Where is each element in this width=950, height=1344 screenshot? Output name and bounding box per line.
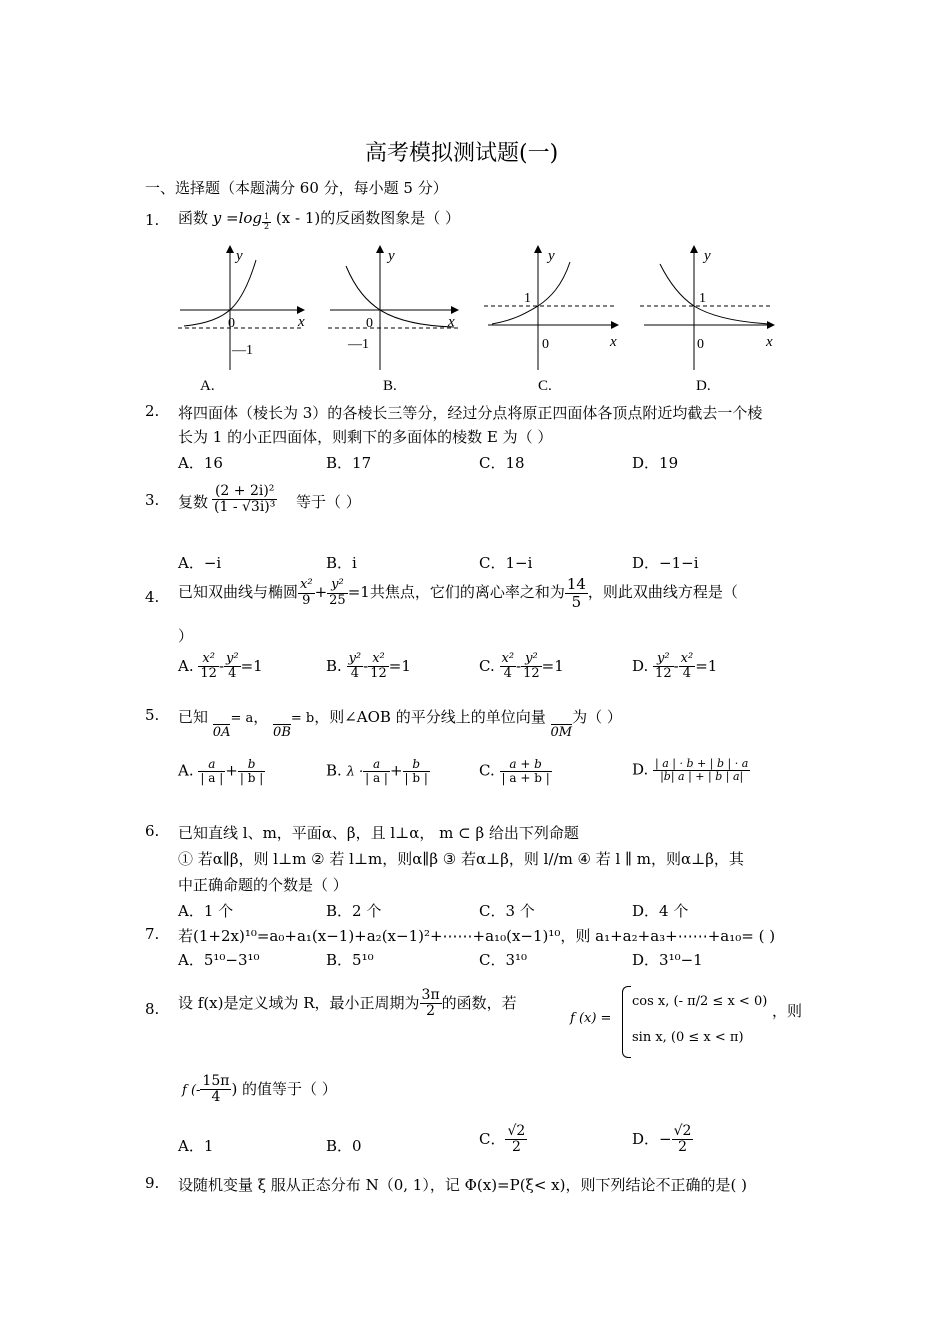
q5-option-d: D. $\frac{| a | \cdot b + | b | \cdot a}{|b| a | + | b | a|}$ xyxy=(632,757,749,784)
q4-option-b: B. $\frac{\text{y²}}{4}$ - $\frac{\text{x²}}{12}$ =1 xyxy=(326,651,411,682)
graph-d-y-label: y xyxy=(704,248,711,264)
graph-d-x-label: x xyxy=(766,334,773,350)
q6-option-d: D．4 个 xyxy=(632,902,689,920)
q3-stem-b: 等于（ ） xyxy=(296,493,361,511)
q1-formula-arg: (x - 1) xyxy=(275,209,321,227)
graph-a-y-label: y xyxy=(236,248,243,264)
q6-line2: ① 若α∥β，则 l⊥m ② 若 l⊥m，则α∥β ③ 若α⊥β，则 l//m ④ 若 l ∥ m，则α⊥β，其 xyxy=(178,850,744,868)
q1-stem-b: 的反函数图象是（ ） xyxy=(320,209,461,227)
q2-option-d: D．19 xyxy=(632,454,679,472)
q8-brace xyxy=(622,986,631,1058)
q2-option-c: C．18 xyxy=(479,454,525,472)
q4-option-a: A. $\frac{\text{x²}}{12}$ - $\frac{\text{y²}}{4}$ =1 xyxy=(178,651,263,682)
q2-number: 2. xyxy=(145,402,160,420)
q6-line1: 已知直线 l、m，平面α、β，且 l⊥α， m ⊂ β 给出下列命题 xyxy=(178,824,579,842)
graph-c-origin: 0 xyxy=(542,337,549,352)
q8-stem-c: ，则 xyxy=(772,1002,803,1020)
q5-option-a: A. $\frac{a}{| a |}$ + $\frac{b}{| b |}$ xyxy=(178,757,264,786)
q9-stem: 设随机变量 ξ 服从正态分布 N（0, 1），记 Φ(x)=P(ξ< x)，则下列结论不正确的是( ) xyxy=(178,1176,747,1194)
q5-stem: 已知 0A= a， 0B= b，则∠AOB 的平分线上的单位向量 0M为（ ） xyxy=(178,708,622,740)
q4-stem-b: 共焦点，它们的离心率之和为 xyxy=(369,583,565,601)
q7-option-a: A．5¹⁰−3¹⁰ xyxy=(178,951,260,969)
q3-numerator: (2 + 2i)² xyxy=(212,484,277,500)
q4-stem-c: ，则此双曲线方程是（ xyxy=(587,583,738,601)
q2-line1: 将四面体（棱长为 3）的各棱长三等分，经过分点将原正四面体各顶点附近均截去一个棱 xyxy=(178,404,763,422)
graph-a-mark: —1 xyxy=(232,343,253,358)
q9-number: 9. xyxy=(145,1174,160,1192)
graph-b xyxy=(328,246,458,394)
graph-a-x-label: x xyxy=(298,314,305,330)
q1-stem xyxy=(178,207,460,232)
graph-d-letter: D. xyxy=(696,378,711,394)
graph-b-y-label: y xyxy=(388,248,395,264)
q7-number: 7. xyxy=(145,925,160,943)
q1-stem-a: 函数 xyxy=(178,209,209,227)
graph-a xyxy=(178,246,305,394)
graph-b-letter: B. xyxy=(383,378,397,394)
graph-a-origin: 0 xyxy=(228,316,235,331)
graph-c-letter: C. xyxy=(538,378,552,394)
q4-option-c: C. $\frac{\text{x²}}{4}$ - $\frac{\text{y²}}{12}$ =1 xyxy=(479,651,564,682)
graph-b-origin: 0 xyxy=(366,316,373,331)
graph-c-y-label: y xyxy=(548,248,555,264)
q6-line3: 中正确命题的个数是（ ） xyxy=(178,876,348,894)
page-title: 高考模拟测试题(一) xyxy=(365,141,559,166)
q4-option-d: D. $\frac{\text{y²}}{12}$ - $\frac{\text{x²}}{4}$ =1 xyxy=(632,651,718,682)
q5-vector-oa: 0A xyxy=(212,725,231,740)
q3-denominator: (1 - √3i)³ xyxy=(214,499,276,516)
q4-number: 4. xyxy=(145,588,160,606)
q3-option-b: B．i xyxy=(326,554,357,572)
q5-option-b: B. λ · $\frac{a}{| a |}$ + $\frac{b}{| b |}$ xyxy=(326,757,428,786)
graph-b-x-label: x xyxy=(448,314,455,330)
q3-number: 3. xyxy=(145,491,160,509)
q8-case2: sin x, (0 ≤ x < π) xyxy=(632,1030,744,1045)
q8-option-d: D．− $\frac{√2}{2}$ xyxy=(632,1123,692,1156)
q1-base-fraction: $\frac{1}{2}$ xyxy=(264,212,270,231)
q2-line2: 长为 1 的小正四面体，则剩下的多面体的棱数 E 为（ ） xyxy=(178,428,553,446)
q6-option-a: A．1 个 xyxy=(178,902,234,920)
q3-option-a: A．−i xyxy=(178,554,222,572)
q7-option-c: C．3¹⁰ xyxy=(479,951,528,969)
graph-c-mark: 1 xyxy=(524,291,531,306)
q8-number: 8. xyxy=(145,1000,160,1018)
graph-c-x-label: x xyxy=(610,334,617,350)
q8-stem: 设 f(x)是定义域为 R，最小正周期为 $\frac{3\pi}{2}$ 的函数，若 xyxy=(178,987,517,1020)
q6-option-b: B．2 个 xyxy=(326,902,382,920)
q3-option-d: D．−1−i xyxy=(632,554,699,572)
q3-fraction xyxy=(212,484,277,516)
q4-stem-d: ） xyxy=(178,627,194,645)
q1-graphs xyxy=(170,240,790,400)
section-heading: 一、选择题（本题满分 60 分，每小题 5 分） xyxy=(145,179,448,197)
q1-number: 1. xyxy=(145,211,160,229)
graph-d-origin: 0 xyxy=(697,337,704,352)
q5-vector-om: 0M xyxy=(550,725,573,740)
q4-stem: 已知双曲线与椭圆 $\frac{\text{x²}}{9}$ + $\frac{\text{y²}}{25}$ =1共焦点，它们的离心率之和为 $\frac{14}{5}$ ，则此双曲线方程是（ xyxy=(178,575,738,611)
q7-option-b: B．5¹⁰ xyxy=(326,951,374,969)
q8-option-b: B．0 xyxy=(326,1137,362,1155)
q8-line2: f (- $\frac{15\pi}{4}$ ) 的值等于（ ） xyxy=(182,1073,337,1106)
q3-stem-a: 复数 xyxy=(178,493,209,511)
q8-case1: cos x, (- π/2 ≤ x < 0) xyxy=(632,994,768,1009)
q7-stem: 若(1+2x)¹⁰=a₀+a₁(x−1)+a₂(x−1)²+⋯⋯+a₁₀(x−1)¹⁰，则 a₁+a₂+a₃+⋯⋯+a₁₀= ( ) xyxy=(178,927,776,945)
q5-number: 5. xyxy=(145,706,160,724)
graph-c xyxy=(484,246,618,394)
q8-fx: f (x) = xyxy=(570,1011,612,1026)
q3-option-c: C．1−i xyxy=(479,554,533,572)
graph-b-mark: —1 xyxy=(348,337,369,352)
q8-option-a: A．1 xyxy=(178,1137,214,1155)
graph-a-letter: A. xyxy=(200,378,215,394)
q4-stem-a: 已知双曲线与椭圆 xyxy=(178,583,299,601)
q6-number: 6. xyxy=(145,822,160,840)
q6-option-c: C．3 个 xyxy=(479,902,535,920)
q5-option-c: C. $\frac{a + b}{| a + b |}$ xyxy=(479,757,550,786)
q7-option-d: D．3¹⁰−1 xyxy=(632,951,703,969)
q2-option-b: B．17 xyxy=(326,454,372,472)
q5-vector-ob: 0B xyxy=(273,725,291,740)
graph-d-mark: 1 xyxy=(699,291,706,306)
graph-d xyxy=(640,246,774,394)
q8-option-c: C． $\frac{√2}{2}$ xyxy=(479,1123,526,1156)
q2-option-a: A．16 xyxy=(178,454,223,472)
q1-formula: y =log xyxy=(212,209,263,227)
